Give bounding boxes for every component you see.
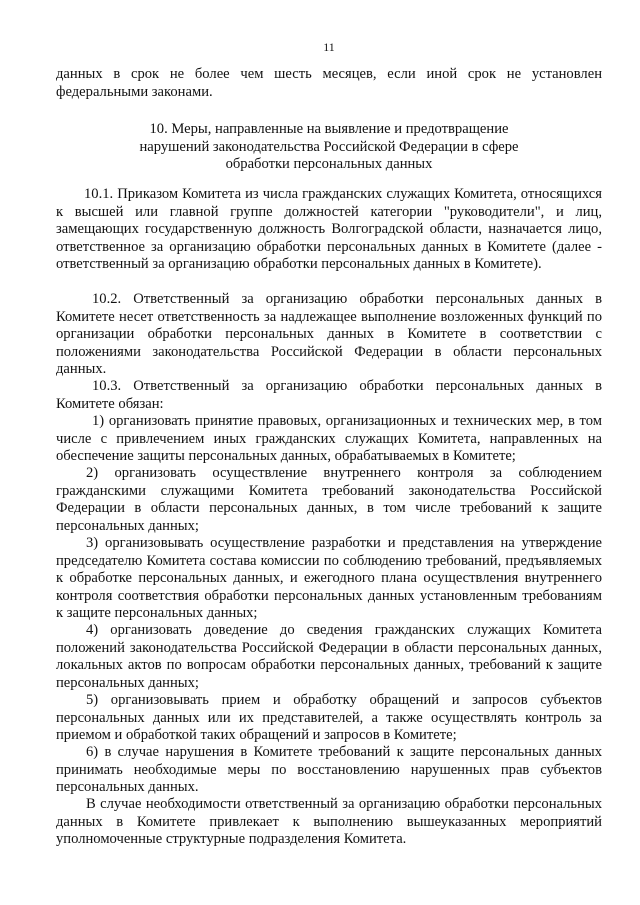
list-item-1: 1) организовать принятие правовых, организационных и технических мер, в том числе с привлечением иных гражданских служащих Комитета, направленных на обеспечение защиты персональных данных, обрабатываемых в Комитете; — [56, 413, 602, 464]
paragraph-10-2: 10.2. Ответственный за организацию обработки персональных данных в Комитете несет ответственность за надлежащее выполнение возложенных функций по организации обработки персональных данных в Комитете в соответствии с положениями законодательства Российской Федерации в области персональных данных. — [56, 291, 602, 377]
paragraph-10-3: 10.3. Ответственный за организацию обработки персональных данных в Комитете обязан: — [56, 378, 602, 412]
list-item-3: 3) организовывать осуществление разработки и представления на утверждение председателю Комитета состава комиссии по соблюдению требований, предъявляемых к обработке персональных данных, и ежегодного плана осуществления внутреннего контроля соответствия обработки персональных данных установленным требованиям к защите персональных данных; — [56, 535, 602, 621]
page-number: 11 — [323, 40, 335, 54]
list-item-6: 6) в случае нарушения в Комитете требований к защите персональных данных принимать необходимые меры по восстановлению нарушенных прав субъектов персональных данных. — [56, 744, 602, 795]
intro-text: данных в срок не более чем шесть месяцев, если иной срок не установлен федеральными законами. — [56, 66, 602, 100]
paragraph-10-1: 10.1. Приказом Комитета из числа гражданских служащих Комитета, относящихся к высшей или главной группе должностей категории "руководители", и лиц, замещающих государственную должность Волгоградской области, назначается лицо, ответственное за организацию обработки персональных данных в Комитете (далее - ответственный за организацию обработки персональных данных в Комитете). — [56, 186, 602, 272]
list-item-4: 4) организовать доведение до сведения гражданских служащих Комитета положений законодательства Российской Федерации в области персональных данных, локальных актов по вопросам обработки персональных данных, требований к защите персональных данных; — [56, 622, 602, 691]
list-item-2: 2) организовать осуществление внутреннего контроля за соблюдением гражданскими служащими Комитета требований законодательства Российской Федерации в области персональных данных, в том числе требований к защите персональных данных; — [56, 465, 602, 534]
closing-paragraph: В случае необходимости ответственный за организацию обработки персональных данных в Комитете привлекает к выполнению вышеуказанных мероприятий уполномоченные структурные подразделения Комитета. — [56, 796, 602, 847]
section-heading: 10. Меры, направленные на выявление и предотвращение нарушений законодательства Российской Федерации в сфере обработки персональных данных — [139, 121, 519, 172]
list-item-5: 5) организовывать прием и обработку обращений и запросов субъектов персональных данных или их представителей, а также осуществлять контроль за приемом и обработкой таких обращений и запросов в Комитете; — [56, 692, 602, 743]
